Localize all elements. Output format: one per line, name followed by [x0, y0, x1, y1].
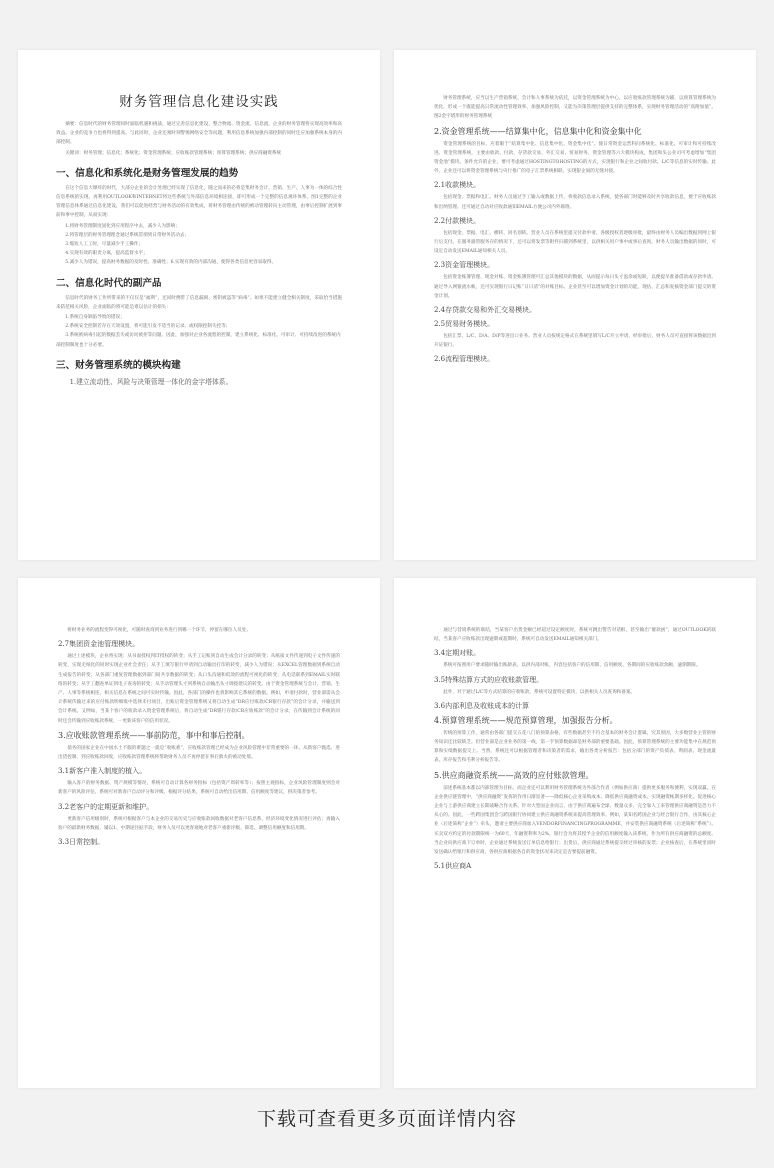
list-item: 3.系统被病毒引起的数据丢失或访问被拒等问题。因此，加强对企业各流程的控制，建立系统化、标准化、可审计、可持续改进的系统内部控制制度也十分必要。: [56, 333, 341, 348]
paragraph: 财务管理系统，应当以生产营销系统、会计和人事系统为依托，以资金管理系统为中心，以应收账款管理系统为辅，以预算管理系统为优化，形成一个既能提高日常流动性管理效率、加强风险控制，又能为决策管理层提供支持的完整体系，实现财务管理活动的“高附加值”。图2金字塔形的财务管理系统: [434, 96, 716, 120]
document-page-1: [18, 50, 380, 560]
subheading: 3.2老客户的定期更新和维护。: [58, 802, 154, 811]
keywords: 关键词：财务管理；信息化；系统化；资金管理系统；应收账款管理系统；预算管理系统；供应商融资系统: [65, 150, 282, 156]
paragraph: 通过与营销系统的联结，当某客户出货金额已经超过设定额度时，系统可跳出警告对话框，甚至输出“催款函”，通过OUTLOOK的联结，当某客户应收账款出现逾期或超期时，系统可自动发送EMAIL通知相关部门。: [434, 628, 716, 643]
paragraph: 更新客户信用级别时，系统可根据客户与本企业的交易历史与应收账款回收数据对老客户信息系，经济环境变化情况进行评估；再输入客户的最新财务数据，辅以1、中期途径掂手段，财务人员可以更客观地对老客户重新评级、筛选、调整信用额度和信用期。: [58, 816, 340, 831]
paragraph: 包括现金、票据、电汇、横转、同名划转。营业人员在系统里提交付款申请，各级授权者逐级审批，最终由财务人员编出数据到网上银行后支付。在服务器管服务存的情况下，还可以将发票等附件扫描到系统里，以供相关用户事中或事后查询。财务人员输出数据的同时，可设定自动发送EMAIL通知相关人员。: [434, 230, 716, 255]
list-item: 1.将财务管理制度固化到应用程序中去，减少人为影响；: [65, 223, 180, 229]
paragraph: 包括现金、票据和电汇。财务人员通过手工输入或数据上传，将收款信息录入系统，使各部门时能够及时共享收款信息，便于应收账款和出纳管理。还可通过自动对应收款通知EMAIL方便公司内外联络。: [434, 195, 716, 210]
paragraph: 输入客户的财务数据、资产规模等情况，系统可自动计算各财务指标（包括资产周转率等）；按照主观指标，企业风险管理制度则会对新客户的风险评估，系统可对新客户自动评分和评级，根据评分结果，系统可自动给出信用期、信用额度等建议，供决策者参考。: [58, 781, 340, 796]
subheading: 3.4定期对账。: [434, 649, 481, 658]
list-item: 2.将管理层的财务管理理念通过系统贯彻到日常财务活动去；: [65, 232, 190, 238]
section-heading-2: 二、信息化时代的副产品: [56, 277, 162, 289]
paragraph: 将财务业务的流程变得可视化，可随时查询到业务进行到哪一个环节，停留在哪位人员处。: [67, 628, 251, 633]
section-heading: 3.应收账款管理系统——事前防范，事中和事后控制。: [58, 730, 250, 740]
list-item: 1.系统自身缺陷导致的错误；: [65, 315, 125, 321]
subheading: 5.1供应商A: [434, 862, 472, 871]
paragraph: 系统可按照用户要求随时输出账龄表，以供内部对账，内容包括客户的信用期、信用额度、各期间的应收账款余额、逾期期限。: [443, 663, 701, 669]
page-title: 财务管理信息化建设实践: [119, 94, 279, 110]
subheading: 2.7集团资金池管理模块。: [58, 640, 140, 649]
list-item: 5.减少人为错误，提高财务数据的及时性、准确性；6.实现有效的内部沟通，使得各类信息更容易取得。: [65, 260, 277, 266]
subheading: 3.1新客户准入制度的植入。: [58, 767, 147, 776]
subheading: 3.3日常控制。: [58, 838, 105, 847]
paragraph: 此外，对于通过L/C等方式结算的应收账款，系统可设置特定模块，以供相关人员查询和备案。: [443, 689, 636, 695]
paragraph: 债务的国家企业在中国水土不服的难题之一就是“收账难”，应收账款管理已经成为企业风险管理中非常重要的一环。从新客户甄选、进出货控制、到应收账款回收，应收账款管理系统将帮助财务人员不再停留在事后救火的被动处境。: [58, 745, 340, 761]
paragraph: 前述系统基本都以内部管理为目标，而企业还可以利用财务管理系统为外部合作者（例如供应商）提供更多服务和便利，实现双赢。在企业供应链管理中，“供应商融资”发挥的作用日渐显著——降低核心企业采购成本、降低供应商融资成本、实现融资帐期多样化、促进核心企业与上游供应商建立长期战略合作关系。针对大型国企业而言，由于供应商遍布全球、数量众多、完全靠人工来管理供应商融资是恐力不从心的。因此，一些跨国集团会与跨国银行协同建立供应商融资系统来提高管理效率。例如，某知名跨国企业与经合银行合作，由其核心企业（后述简称“企业”）牵头，邀请主要供应商加入VENDORFINANCINGPROGRAMME，并安装供应商融资系统（后述简称“系统”）。买卖双方约定的付款期限统一为60天，年融资利率为2%，银行会为将其授予企业的信用额度输入该系统，作为所有供应商融资的总额度。当企业向供应商下订单时，企业通过系统发送订单信息给银行；出货后，供应商通过系统提交经过审核的发票；企业核查后，在系统里同时发送确认给银行和供应商，各供应商根据各自的资金状况来决定是否要提前融资。: [434, 785, 716, 856]
subheading: 3.5特殊结算方式的应收账款管理。: [434, 675, 544, 684]
subheading: 3.6内部利息及收账成本的计算: [434, 701, 530, 710]
document-page-3: [18, 578, 380, 1088]
section-heading: 5.供应商融资系统——高效的应付账款管理。: [434, 770, 594, 780]
subheading: 2.1收款模块。: [434, 181, 481, 190]
list-item: 3.缩短人工工时，尽量减少手工操作；: [65, 242, 144, 248]
section-heading-3: 三、财务管理系统的模块构建: [56, 359, 181, 371]
document-page-2: [394, 50, 756, 560]
list-item: 4.实现有效的职责分离，提高监督水平；: [65, 251, 148, 257]
section-heading: 2.资金管理系统——结算集中化，信息集中化和资金集中化: [434, 126, 642, 136]
subheading: 2.4存贷款交易和外汇交易模块。: [434, 306, 537, 315]
paragraph: 包括资金账簿管理、现金对账、资金账簿管理可汇总其他模块的数据，从而提示每日头寸盈余或短缺，以便提早准备借款或存款申请。通过导入网银流水帐，还可实现银行日记账“日日清”的对账目标。企业甚至可以增加资金计划的功能，现估、汇总和复核资金部门提交的资金计划。: [434, 275, 716, 299]
download-more-link[interactable]: 下载可查看更多页面详情内容: [256, 1108, 517, 1130]
subheading: 2.6流程管理模块。: [434, 355, 495, 364]
subheading: 2.3资金管理模块。: [434, 261, 495, 270]
subheading: 2.5贸易财务模块。: [434, 320, 495, 329]
list-item: 2.系统安全控制若存在天效设置，将可能引发不适当的记录、或权限控制失控等；: [65, 324, 231, 330]
subheading: 2.2付款模块。: [434, 216, 481, 225]
section-heading-1: 一、信息化和系统化是财务管理发展的趋势: [56, 167, 239, 179]
paragraph: 1.建立流动性、风险与决策管理一体化的金字塔体系。: [69, 377, 233, 386]
abstract: 摘要：信息时代的财务管理同时面临机遇和挑战，通过完善信息化建设，整合物流、资金流、信息流，企业的财务管理将实现高效率和高效益。企业的竞争力也将得到提高。与此同时，企业还须时刻警惕网络安全等问题，利用信息系统加强内部控制的同时还应加强系统本身的内部控制。: [56, 122, 342, 146]
paragraph: 包括汇票、L/C、D/A、D/P等进出口业务。营业人员按规定格式在系统里填写L/C开立申请，经审批后，财务人员可直接将该数据出到开证银行。: [434, 334, 716, 349]
paragraph: 资金管理系统的目标，应着眼于“结算集中化、信息集中化、资金集中化”。使日常资金运营科问系统化、标准化、可审计和可持续改进。资金管理系统，主要由收款、付款、存贷款交易、外汇交易、贸易财务、资金管理等六大模块构成，集团和头公业司可考虑增加“集团资金池”模块。条件允许的企业，要可考虑通过HOSTINGTOHOSTING的方式，实现银行和企业之间收付款、L/C等信息的实时传输。此外，企业还可以将资金管理系统与央行推广的电子汇票系统相联，实现银企间的无缝对接。: [434, 141, 716, 175]
paragraph: 信息时代的财务工作所带来的不仅仅是“福利”，还同时携带了信息漏洞、密钥被盗等“病毒”。如果不能建立健全相关制度，采取恰当措施来防范相关风险，企业面临的将可能是难以估计的损失：: [56, 295, 342, 310]
section-heading: 4.预算管理系统——规范预算管理，加强报告分析。: [434, 715, 618, 725]
document-page-4: [394, 578, 756, 1088]
paragraph: 传统的预算工作，通常由各部门提交五花八门的预算表格，有些数据甚至不符合基本的财务会计逻辑。究其原因，大多数营业主管的财务知识还比较缺乏。但营业部是企业业务的第一线，第一手预算数据却是财务部的重要基础。因此，预算管理系统的主要功能集中在规范预算和实绩数据提交上。当然，系统还可以根据管理者和决策者的需求，输出各类分析报告：包括分部门的资产负债表、利润表、现金流量表、库存报告和毛利分析报告等。: [434, 730, 716, 764]
paragraph: 在这个信息大爆炸的时代，大部分企业的会计处理已经实现了信息化，随之而来的必将是集财务会计、营销、生产、人事为一体的综合性信息系统的实现，再利用OUTLOOK和INTERNET将这些系统与外部信息环境相连接，即可形成一个完整的信息观环体系。图1完整的企业管理信息体系通过信息化建设，我们可以促进经营与财务活动的有效集成，将财务管理由传统的被动管理转向主动管理，由事后控制扩展到事前和事中控制，从而实现：: [56, 185, 342, 219]
paragraph: 通过上述模块，企业将实现：从书面授权到IT授权的转变；从手工记账到自动生成会计分录的转变；从纸质文件传递到电子文件传递的转变，实现无纸化的同时实现企业社会责任；从手工填写银行申请到自动输出打印的转变，减少人为错误；从EXCEL管理数据到系统自动生成报告的转变；从各部门重复管理数据到部门间共享数据的转变；从口头沟通和低效的流程可视化的转变；从电话联系到EMAIL实时联络的转变；从手工翻查单证到电子查询的转变；从手动管理头寸到系统自动输出头寸调拨建议的转变。由于资金管理系统与会计、营销、生产、人事等系统相连，相关信息在系统之间可实时传输。因此，各部门的操作也将影响其它系统的数据。例如，申请付款时，营业部需从会计系统传输过来的应付账款明细账中选择未付项目，出账后资金管理系统又将自动生成“DR应付账款/CR银行存款”的会计分录，并输送到会计系统。又例如，当某个客户的收款录入资金管理系统后，将自动生成“DR银行存款/CR应收账款”的会计分录，在传输到会计系统的同时还会传输到应收账款系统，一更新该客户的信用状况。: [58, 654, 340, 724]
